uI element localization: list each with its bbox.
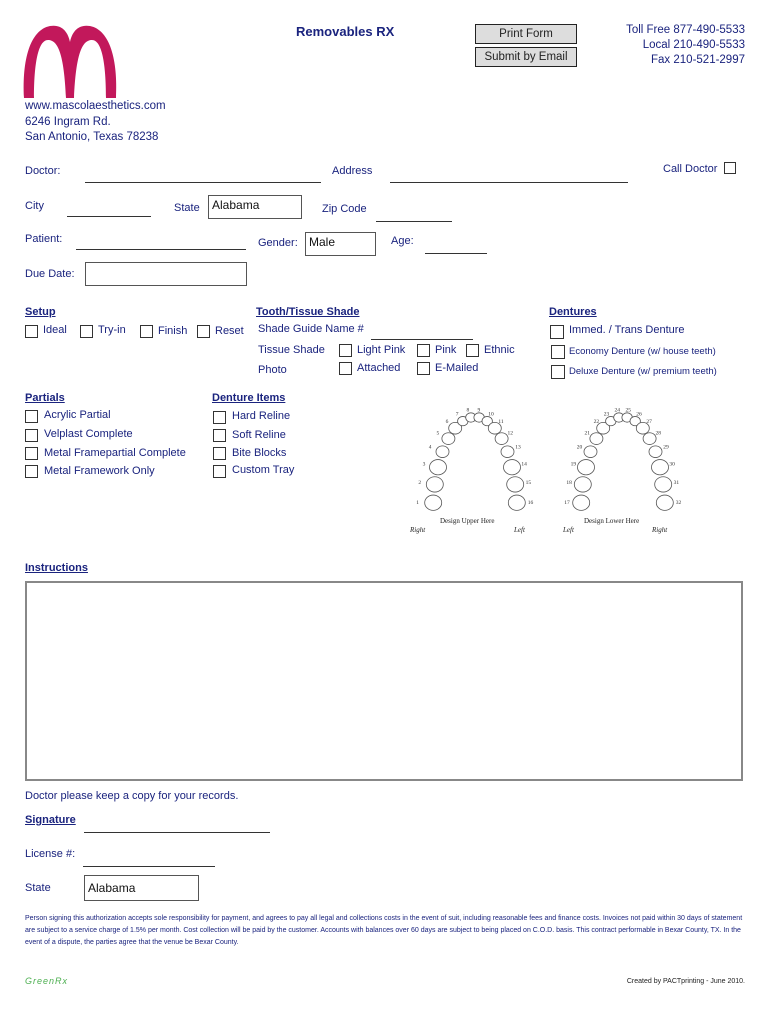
ethnic-label: Ethnic xyxy=(484,344,515,356)
signature-label: Signature xyxy=(25,814,76,826)
bite-blocks-checkbox[interactable] xyxy=(213,447,226,460)
tooth-number: 31 xyxy=(673,480,680,487)
setup-tryin-checkbox[interactable] xyxy=(80,325,93,338)
due-date-field[interactable] xyxy=(85,262,247,286)
setup-finish-label: Finish xyxy=(158,325,188,337)
city-label: City xyxy=(25,200,44,212)
tooth-number: 5 xyxy=(436,430,440,437)
tooth-number: 23 xyxy=(603,411,610,418)
tooth-number: 13 xyxy=(515,444,521,451)
denture-items-heading: Denture Items xyxy=(212,392,286,404)
form-title: Removables RX xyxy=(296,24,395,39)
tissue-shade-label: Tissue Shade xyxy=(258,344,325,356)
patient-field[interactable] xyxy=(76,249,246,250)
economy-denture-label: Economy Denture (w/ house teeth) xyxy=(569,346,716,357)
shade-guide-field[interactable] xyxy=(371,339,473,340)
photo-label: Photo xyxy=(258,364,287,376)
license-label: License #: xyxy=(25,848,76,860)
green-rx-logo: GreenRx xyxy=(25,976,69,986)
doctor-field[interactable] xyxy=(85,182,321,183)
tooth[interactable] xyxy=(574,477,591,492)
custom-tray-checkbox[interactable] xyxy=(213,465,226,478)
deluxe-denture-label: Deluxe Denture (w/ premium teeth) xyxy=(569,366,717,377)
tooth-number: 9 xyxy=(477,407,481,414)
upper-teeth-diagram[interactable] xyxy=(400,400,550,540)
tooth-number: 19 xyxy=(570,461,577,468)
pink-label: Pink xyxy=(435,344,457,356)
tooth[interactable] xyxy=(442,433,455,445)
setup-tryin-label: Try-in xyxy=(98,324,126,336)
custom-tray-label: Custom Tray xyxy=(232,464,295,476)
age-field[interactable] xyxy=(425,253,487,254)
dentures-heading: Dentures xyxy=(549,306,597,318)
tooth[interactable] xyxy=(656,495,673,510)
tooth[interactable] xyxy=(655,477,672,492)
tooth-number: 17 xyxy=(564,499,570,506)
footer-state-label: State xyxy=(25,882,51,894)
tooth[interactable] xyxy=(584,446,597,458)
tooth-number: 30 xyxy=(669,461,675,468)
call-doctor-checkbox[interactable] xyxy=(724,162,736,174)
tooth-number: 16 xyxy=(527,499,534,506)
tooth-number: 27 xyxy=(646,419,652,426)
license-field[interactable] xyxy=(83,866,215,867)
setup-reset-label: Reset xyxy=(215,325,244,337)
hard-reline-checkbox[interactable] xyxy=(213,411,226,424)
tooth-number: 15 xyxy=(525,480,532,487)
tooth-number: 10 xyxy=(488,411,494,418)
lower-left-label: Left xyxy=(563,526,574,534)
fax-number: Fax 210-521-2997 xyxy=(651,54,745,66)
tooth-number: 14 xyxy=(521,461,527,468)
tooth[interactable] xyxy=(578,460,595,475)
tooth[interactable] xyxy=(573,495,590,510)
tooth-number: 24 xyxy=(614,407,620,414)
instructions-heading: Instructions xyxy=(25,562,88,574)
setup-heading: Setup xyxy=(25,306,56,318)
tooth[interactable] xyxy=(501,446,514,458)
state-select[interactable]: Alabama xyxy=(208,195,302,219)
immed-denture-checkbox[interactable] xyxy=(550,325,564,339)
photo-attached-label: Attached xyxy=(357,362,401,374)
call-doctor-label: Call Doctor xyxy=(663,163,718,175)
submit-email-button[interactable]: Submit by Email xyxy=(475,47,577,67)
tooth-number: 6 xyxy=(445,419,449,426)
toll-free-phone: Toll Free 877-490-5533 xyxy=(626,24,745,36)
gender-select[interactable]: Male xyxy=(305,232,376,256)
tooth[interactable] xyxy=(504,460,521,475)
tooth[interactable] xyxy=(508,495,525,510)
tooth-number: 32 xyxy=(675,499,682,506)
tooth-number: 1 xyxy=(416,499,420,506)
created-by-note: Created by PACTprinting - June 2010. xyxy=(626,978,745,985)
tooth-number: 20 xyxy=(576,444,583,451)
tooth[interactable] xyxy=(507,477,524,492)
gender-label: Gender: xyxy=(258,237,298,249)
soft-reline-checkbox[interactable] xyxy=(213,429,226,442)
immed-denture-label: Immed. / Trans Denture xyxy=(569,324,685,336)
acrylic-partial-label: Acrylic Partial xyxy=(44,409,111,421)
tooth-number: 22 xyxy=(593,419,600,426)
setup-ideal-checkbox[interactable] xyxy=(25,325,38,338)
patient-label: Patient: xyxy=(25,233,63,245)
tooth-number: 12 xyxy=(507,430,513,437)
velplast-complete-label: Velplast Complete xyxy=(44,428,133,440)
lower-right-label: Right xyxy=(652,526,668,534)
keep-copy-note: Doctor please keep a copy for your records. xyxy=(25,790,239,802)
tooth[interactable] xyxy=(649,446,662,458)
tooth-number: 21 xyxy=(584,430,590,437)
bite-blocks-label: Bite Blocks xyxy=(232,447,287,459)
tooth[interactable] xyxy=(652,460,669,475)
zip-label: Zip Code xyxy=(322,203,367,215)
pink-checkbox[interactable] xyxy=(417,344,430,357)
light-pink-label: Light Pink xyxy=(357,344,406,356)
tooth[interactable] xyxy=(436,446,449,458)
footer-state-select[interactable]: Alabama xyxy=(84,875,199,901)
print-form-button[interactable]: Print Form xyxy=(475,24,577,44)
upper-caption: Design Upper Here xyxy=(440,517,495,525)
setup-ideal-label: Ideal xyxy=(43,324,67,336)
due-date-label: Due Date: xyxy=(25,268,75,280)
economy-denture-checkbox[interactable] xyxy=(551,345,565,359)
tooth-number: 8 xyxy=(466,407,470,414)
tooth-number: 7 xyxy=(455,411,459,418)
local-phone: Local 210-490-5533 xyxy=(642,39,745,51)
zip-field[interactable] xyxy=(376,221,452,222)
tooth-number: 11 xyxy=(498,419,504,426)
upper-right-label: Right xyxy=(410,526,426,534)
setup-reset-checkbox[interactable] xyxy=(197,325,210,338)
setup-finish-checkbox[interactable] xyxy=(140,325,153,338)
tooth-number: 29 xyxy=(663,444,669,451)
tooth[interactable] xyxy=(430,460,447,475)
company-logo xyxy=(20,20,120,100)
tooth[interactable] xyxy=(495,433,508,445)
tooth[interactable] xyxy=(590,433,603,445)
lower-teeth-diagram[interactable] xyxy=(548,400,698,540)
instructions-textarea[interactable] xyxy=(25,581,743,781)
light-pink-checkbox[interactable] xyxy=(339,344,352,357)
metal-framepartial-checkbox[interactable] xyxy=(25,447,38,460)
photo-attached-checkbox[interactable] xyxy=(339,362,352,375)
upper-left-label: Left xyxy=(514,526,525,534)
shade-guide-label: Shade Guide Name # xyxy=(258,323,364,335)
deluxe-denture-checkbox[interactable] xyxy=(551,365,565,379)
street-address: 6246 Ingram Rd. xyxy=(25,116,111,128)
tooth-number: 4 xyxy=(428,444,432,451)
hard-reline-label: Hard Reline xyxy=(232,410,291,422)
tooth-number: 26 xyxy=(636,411,642,418)
tooth-number: 3 xyxy=(422,461,426,468)
tooth[interactable] xyxy=(425,495,442,510)
lower-caption: Design Lower Here xyxy=(584,517,640,525)
tooth-number: 28 xyxy=(655,430,661,437)
address-field[interactable] xyxy=(390,182,628,183)
velplast-complete-checkbox[interactable] xyxy=(25,429,38,442)
website: www.mascolaesthetics.com xyxy=(25,100,166,112)
tooth[interactable] xyxy=(643,433,656,445)
metal-framepartial-label: Metal Framepartial Complete xyxy=(44,447,186,459)
metal-framework-checkbox[interactable] xyxy=(25,465,38,478)
acrylic-partial-checkbox[interactable] xyxy=(25,410,38,423)
tooth-number: 2 xyxy=(418,480,422,487)
address-label: Address xyxy=(332,165,373,177)
tooth-number: 25 xyxy=(625,407,631,414)
photo-emailed-label: E-Mailed xyxy=(435,362,479,374)
legal-terms: Person signing this authorization accepts sole responsibility for payment, and agrees to pay all legal and collections costs in the event of suit, including reasonable fees and finance costs. Invoices not paid within 30 days of statement are subject to a service charge of 1.5% per month. Cost collection will be paid by the customer. Accounts with balances over 60 days are subject to being placed on C.O.D. basis. This contract performable in Bexar County, TX. In the event of a dispute, the parties agree that the venue be Bexar County. xyxy=(25,915,743,946)
ethnic-checkbox[interactable] xyxy=(466,344,479,357)
state-label: State xyxy=(174,202,200,214)
city-field[interactable] xyxy=(67,216,151,217)
tooth[interactable] xyxy=(426,477,443,492)
photo-emailed-checkbox[interactable] xyxy=(417,362,430,375)
age-label: Age: xyxy=(391,235,414,247)
tooth-number: 18 xyxy=(566,480,572,487)
signature-field[interactable] xyxy=(84,832,270,833)
metal-framework-label: Metal Framework Only xyxy=(44,465,155,477)
doctor-label: Doctor: xyxy=(25,165,61,177)
partials-heading: Partials xyxy=(25,392,65,404)
city-address: San Antonio, Texas 78238 xyxy=(25,131,159,143)
soft-reline-label: Soft Reline xyxy=(232,429,286,441)
shade-heading: Tooth/Tissue Shade xyxy=(256,306,360,318)
